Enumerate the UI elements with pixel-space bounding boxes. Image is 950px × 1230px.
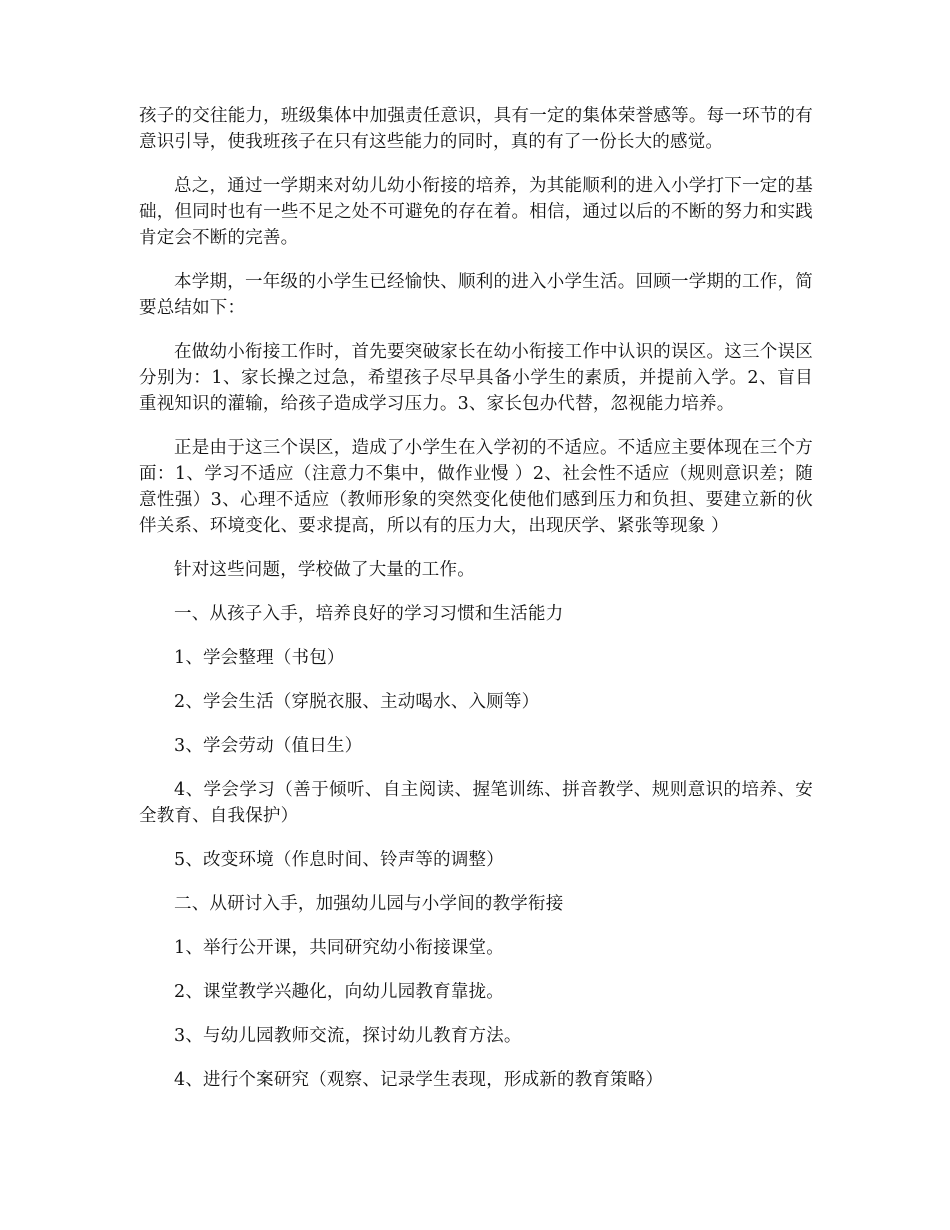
list-item: 2、课堂教学兴趣化，向幼儿园教育靠拢。 — [174, 982, 504, 1002]
list-item: 3、学会劳动（值日生） — [174, 736, 363, 756]
list-item: 4、进行个案研究（观察、记录学生表现，形成新的教育策略） — [174, 1070, 664, 1090]
section-heading-children: 一、从孩子入手，培养良好的学习习惯和生活能力 — [174, 604, 564, 624]
paragraph-continuation: 孩子的交往能力，班级集体中加强责任意识，具有一定的集体荣誉感等。每一环节的有意识引导，使我班孩子在只有这些能力的同时，真的有了一份长大的感觉。 — [139, 106, 813, 152]
paragraph-school-work: 针对这些问题，学校做了大量的工作。 — [174, 560, 475, 580]
paragraph-summary: 总之，通过一学期来对幼儿幼小衔接的培养，为其能顺利的进入小学打下一定的基础，但同时也有一些不足之处不可避免的存在着。相信，通过以后的不断的努力和实践肯定会不断的完善。 — [139, 176, 813, 248]
section-heading-research: 二、从研讨入手，加强幼儿园与小学间的教学衔接 — [174, 894, 564, 914]
list-item: 3、与幼儿园教师交流，探讨幼儿教育方法。 — [174, 1026, 522, 1046]
paragraph-semester-intro: 本学期，一年级的小学生已经愉快、顺利的进入小学生活。回顾一学期的工作，简要总结如下： — [139, 272, 813, 318]
list-item: 5、改变环境（作息时间、铃声等的调整） — [174, 850, 504, 870]
document-page — [139, 103, 813, 1111]
list-item: 4、学会学习（善于倾听、自主阅读、握笔训练、拼音教学、规则意识的培养、安全教育、自我保护） — [139, 780, 813, 826]
list-item: 1、学会整理（书包） — [174, 648, 345, 668]
paragraph-maladjustment: 正是由于这三个误区，造成了小学生在入学初的不适应。不适应主要体现在三个方面：1、学习不适应（注意力不集中，做作业慢 ）2、社会性不适应（规则意识差；随意性强）3、心理不适应（教师形象的突然变化使他们感到压力和负担、要建立新的伙伴关系、环境变化、要求提高，所以有的压力大，出现厌学、紧张等现象 ） — [139, 438, 813, 536]
paragraph-misconceptions: 在做幼小衔接工作时，首先要突破家长在幼小衔接工作中认识的误区。这三个误区分别为：1、家长操之过急，希望孩子尽早具备小学生的素质，并提前入学。2、盲目重视知识的灌输，给孩子造成学习压力。3、家长包办代替，忽视能力培养。 — [139, 342, 813, 414]
list-item: 2、学会生活（穿脱衣服、主动喝水、入厕等） — [174, 692, 540, 712]
list-item: 1、举行公开课，共同研究幼小衔接课堂。 — [174, 938, 504, 958]
